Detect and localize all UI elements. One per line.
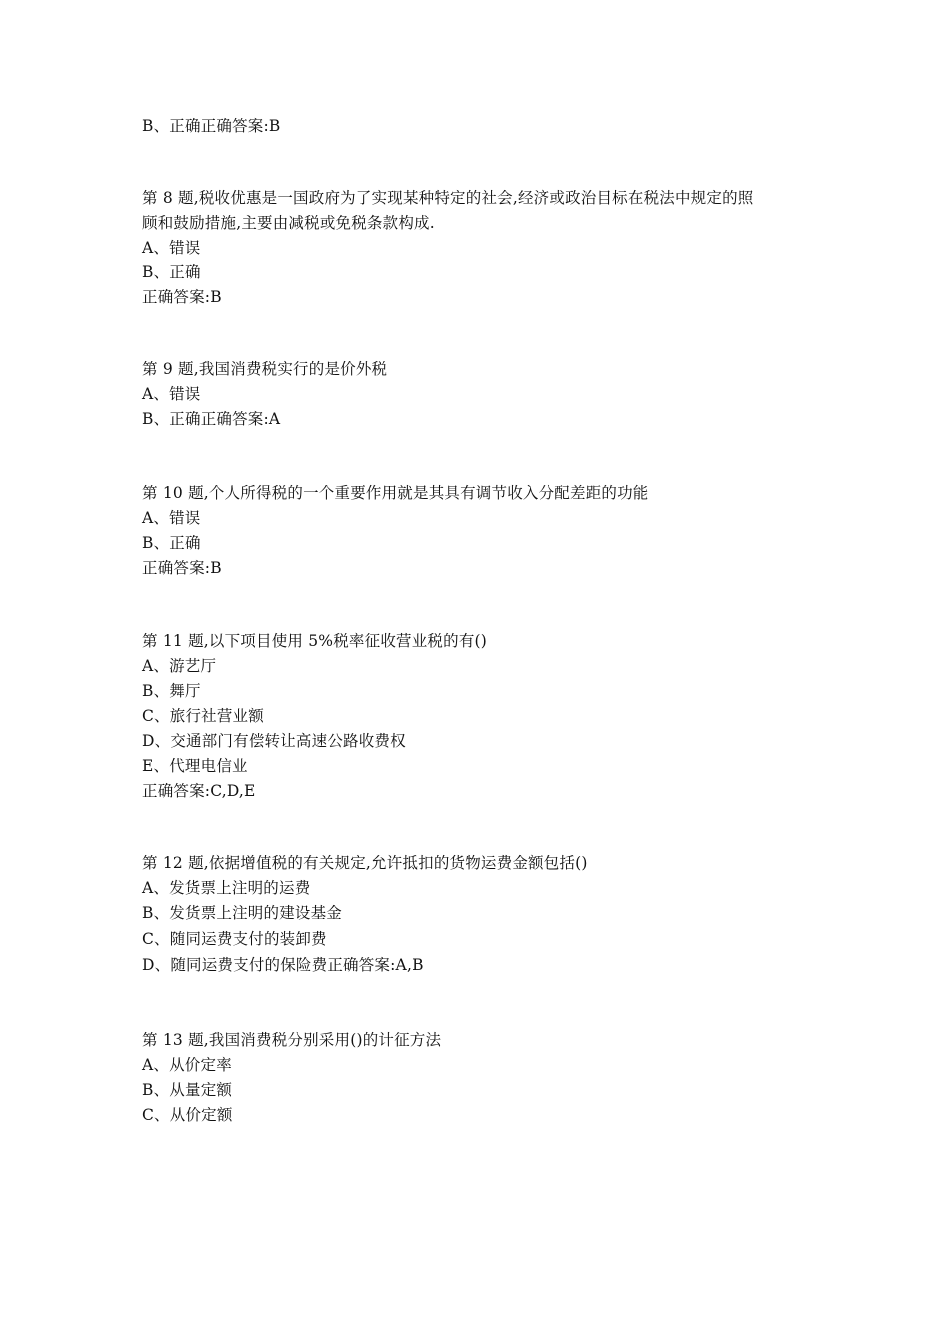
q10-option-b: B、正确 xyxy=(142,534,201,552)
q11-option-b: B、舞厅 xyxy=(142,682,201,700)
q13-option-a: A、从价定率 xyxy=(142,1056,232,1074)
q9-option-a: A、错误 xyxy=(142,385,201,403)
q12-option-b: B、发货票上注明的建设基金 xyxy=(142,904,342,922)
q11-option-c: C、旅行社营业额 xyxy=(142,707,264,725)
q13-option-c: C、从价定额 xyxy=(142,1106,233,1124)
q12-question: 第 12 题,依据增值税的有关规定,允许抵扣的货物运费金额包括() xyxy=(142,854,588,872)
q8-question-line-2: 顾和鼓励措施,主要由减税或免税条款构成. xyxy=(142,214,435,232)
q10-option-a: A、错误 xyxy=(142,509,201,527)
q11-answer: 正确答案:C,D,E xyxy=(142,782,256,800)
q11-question: 第 11 题,以下项目使用 5%税率征收营业税的有() xyxy=(142,632,488,650)
q8-answer: 正确答案:B xyxy=(142,288,222,306)
q11-option-a: A、游艺厅 xyxy=(142,657,217,675)
q7-option-b-answer: B、正确正确答案:B xyxy=(142,117,281,135)
q11-option-d: D、交通部门有偿转让高速公路收费权 xyxy=(142,732,406,750)
q11-option-e: E、代理电信业 xyxy=(142,757,248,775)
q8-option-a: A、错误 xyxy=(142,239,201,257)
q9-option-b-answer: B、正确正确答案:A xyxy=(142,410,281,428)
q9-question: 第 9 题,我国消费税实行的是价外税 xyxy=(142,360,388,378)
q12-option-c: C、随同运费支付的装卸费 xyxy=(142,930,327,948)
q12-option-a: A、发货票上注明的运费 xyxy=(142,879,311,897)
q12-option-d-answer: D、随同运费支付的保险费正确答案:A,B xyxy=(142,956,424,974)
q8-option-b: B、正确 xyxy=(142,263,201,281)
q10-answer: 正确答案:B xyxy=(142,559,222,577)
q13-option-b: B、从量定额 xyxy=(142,1081,233,1099)
q10-question: 第 10 题,个人所得税的一个重要作用就是其具有调节收入分配差距的功能 xyxy=(142,484,649,502)
q8-question-line-1: 第 8 题,税收优惠是一国政府为了实现某种特定的社会,经济或政治目标在税法中规定的照 xyxy=(142,189,754,207)
q13-question: 第 13 题,我国消费税分别采用()的计征方法 xyxy=(142,1031,442,1049)
